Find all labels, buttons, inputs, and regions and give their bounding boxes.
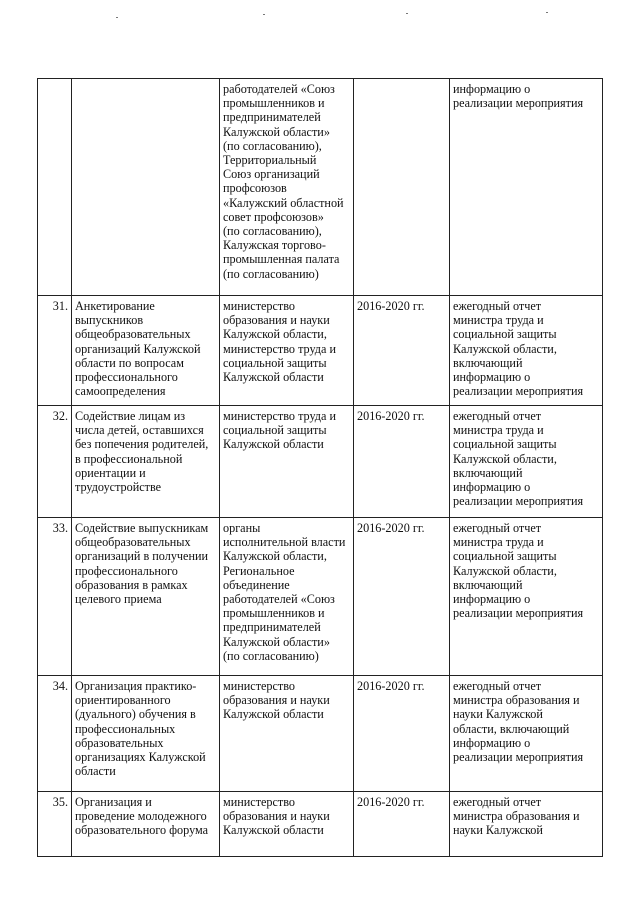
cell-text-line: самоопределения [75,384,166,399]
cell-text-line: (по согласованию) [223,266,319,281]
cell-text-line: Калужской области, [453,341,557,356]
cell-text-line: профессионального [75,370,178,385]
cell-text-line: Калужской области» [223,634,330,649]
executor-cell [220,406,354,518]
scan-speck [263,14,265,15]
cell-text-line: трудоустройстве [75,480,162,495]
cell-text-line: Организация практико- [75,679,197,693]
cell-text-line: промышленников и [223,96,325,111]
cell-text-line: объединение [223,577,290,592]
cell-text-line: информацию о [453,370,531,385]
cell-text-line: министра труда и [453,313,544,328]
cell-text-line: Калужской области, [223,549,327,564]
cell-text-line: предпринимателей [223,110,321,125]
result-cell [450,676,603,792]
cell-text-line: включающий [453,577,523,592]
executor-cell [220,792,354,857]
cell-text-line: информацию о [453,592,531,607]
cell-text-line: науки Калужской [453,823,543,838]
cell-text-line: науки Калужской [453,707,543,722]
cell-text-line: Содействие лицам из [75,409,186,423]
cell-text-line: информацию о [453,82,531,96]
cell-text-line: Региональное [223,563,295,578]
cell-text-line: реализации мероприятия [453,96,584,111]
cell-text-line: (дуального) обучения в [75,707,196,722]
cell-text-line: министра труда и [453,423,544,438]
measures-table [37,78,603,857]
period-cell: 2016-2020 гг. [354,296,450,406]
cell-text-line: министерство труда и [223,341,336,356]
cell-text-line: ориентации и [75,465,146,480]
cell-text-line: социальной защиты [223,355,327,370]
cell-text-line: Калужской области [223,370,324,385]
row-number-cell [38,79,72,296]
cell-text-line: информацию о [453,480,531,495]
cell-text-line: ежегодный отчет [453,795,542,809]
cell-text-line: числа детей, оставшихся [75,423,204,438]
cell-text-line: ежегодный отчет [453,679,542,693]
table-body [38,79,603,857]
cell-text-line: образования и науки [223,693,330,708]
cell-text-line: образования в рамках [75,577,188,592]
cell-text-line: «Калужский областной [223,195,344,210]
action-cell [72,79,220,296]
cell-text-line: в профессиональной [75,451,183,466]
cell-text-line: реализации мероприятия [453,494,584,509]
cell-text-line: Организация и [75,795,152,809]
action-cell [72,792,220,857]
cell-text-line: министерство труда и [223,409,336,423]
executor-cell [220,518,354,676]
cell-text-line: Калужской области [223,707,324,722]
result-cell [450,406,603,518]
cell-text-line: Территориальный [223,153,317,168]
cell-text-line: Калужской области, [223,327,327,342]
cell-text-line: Калужской области» [223,124,330,139]
cell-text-line: реализации мероприятия [453,750,584,765]
action-cell [72,296,220,406]
executor-cell [220,79,354,296]
result-cell [450,518,603,676]
action-cell [72,406,220,518]
cell-text-line: совет профсоюзов» [223,209,324,224]
cell-text-line: выпускников [75,313,144,328]
row-number-cell: 31. [38,296,72,406]
cell-text-line: профсоюзов [223,181,287,196]
cell-text-line: профессиональных [75,721,176,736]
cell-text-line: министерство [223,299,296,313]
cell-text-line: Калужская торгово- [223,238,326,253]
cell-text-line: организаций в получении [75,549,209,564]
cell-text-line: министерство [223,795,296,809]
cell-text-line: социальной защиты [453,549,557,564]
period-cell: 2016-2020 гг. [354,676,450,792]
cell-text-line: включающий [453,355,523,370]
table-row [38,296,603,406]
scan-speck [546,12,548,13]
executor-cell [220,676,354,792]
cell-text-line: организациях Калужской [75,750,206,765]
period-cell: 2016-2020 гг. [354,792,450,857]
cell-text-line: ежегодный отчет [453,299,542,313]
cell-text-line: предпринимателей [223,620,321,635]
cell-text-line: ежегодный отчет [453,409,542,423]
cell-text-line: (по согласованию), [223,224,322,239]
period-cell: 2016-2020 гг. [354,518,450,676]
cell-text-line: информацию о [453,735,531,750]
row-number-cell: 35. [38,792,72,857]
scan-speck [406,13,408,14]
cell-text-line: ежегодный отчет [453,521,542,535]
cell-text-line: области [75,764,116,779]
action-cell [72,518,220,676]
cell-text-line: министра образования и [453,693,580,708]
cell-text-line: социальной защиты [453,437,557,452]
cell-text-line: Калужской области [223,437,324,452]
table-row [38,792,603,857]
cell-text-line: работодателей «Союз [223,82,335,96]
cell-text-line: Содействие выпускникам [75,521,209,535]
row-number-cell: 34. [38,676,72,792]
table-row [38,518,603,676]
cell-text-line: социальной защиты [223,423,327,438]
cell-text-line: министерство [223,679,296,693]
cell-text-line: области по вопросам [75,355,184,370]
result-cell [450,79,603,296]
action-cell [72,676,220,792]
cell-text-line: (по согласованию) [223,648,319,663]
period-cell: 2016-2020 гг. [354,406,450,518]
cell-text-line: промышленная палата [223,252,340,267]
result-cell [450,296,603,406]
cell-text-line: ориентированного [75,693,171,708]
scan-speck [116,17,118,18]
cell-text-line: включающий [453,465,523,480]
table-row [38,676,603,792]
cell-text-line: исполнительной власти [223,535,346,550]
cell-text-line: реализации мероприятия [453,384,584,399]
cell-text-line: органы [223,521,261,535]
result-cell [450,792,603,857]
row-number-cell: 32. [38,406,72,518]
row-number-cell: 33. [38,518,72,676]
cell-text-line: области, включающий [453,721,570,736]
cell-text-line: организаций Калужской [75,341,201,356]
cell-text-line: (по согласованию), [223,138,322,153]
executor-cell [220,296,354,406]
cell-text-line: образовательных [75,735,164,750]
cell-text-line: целевого приема [75,592,162,607]
cell-text-line: реализации мероприятия [453,606,584,621]
cell-text-line: Калужской области, [453,563,557,578]
cell-text-line: проведение молодежного [75,809,207,824]
cell-text-line: министра труда и [453,535,544,550]
cell-text-line: Калужской области [223,823,324,838]
cell-text-line: образовательного форума [75,823,209,838]
table-row [38,79,603,296]
cell-text-line: социальной защиты [453,327,557,342]
cell-text-line: министра образования и [453,809,580,824]
cell-text-line: промышленников и [223,606,325,621]
cell-text-line: Калужской области, [453,451,557,466]
cell-text-line: профессионального [75,563,178,578]
cell-text-line: общеобразовательных [75,535,191,550]
period-cell [354,79,450,296]
table-row [38,406,603,518]
cell-text-line: Союз организаций [223,167,320,182]
cell-text-line: без попечения родителей, [75,437,209,452]
cell-text-line: работодателей «Союз [223,592,335,607]
cell-text-line: общеобразовательных [75,327,191,342]
cell-text-line: образования и науки [223,313,330,328]
cell-text-line: образования и науки [223,809,330,824]
cell-text-line: Анкетирование [75,299,155,313]
